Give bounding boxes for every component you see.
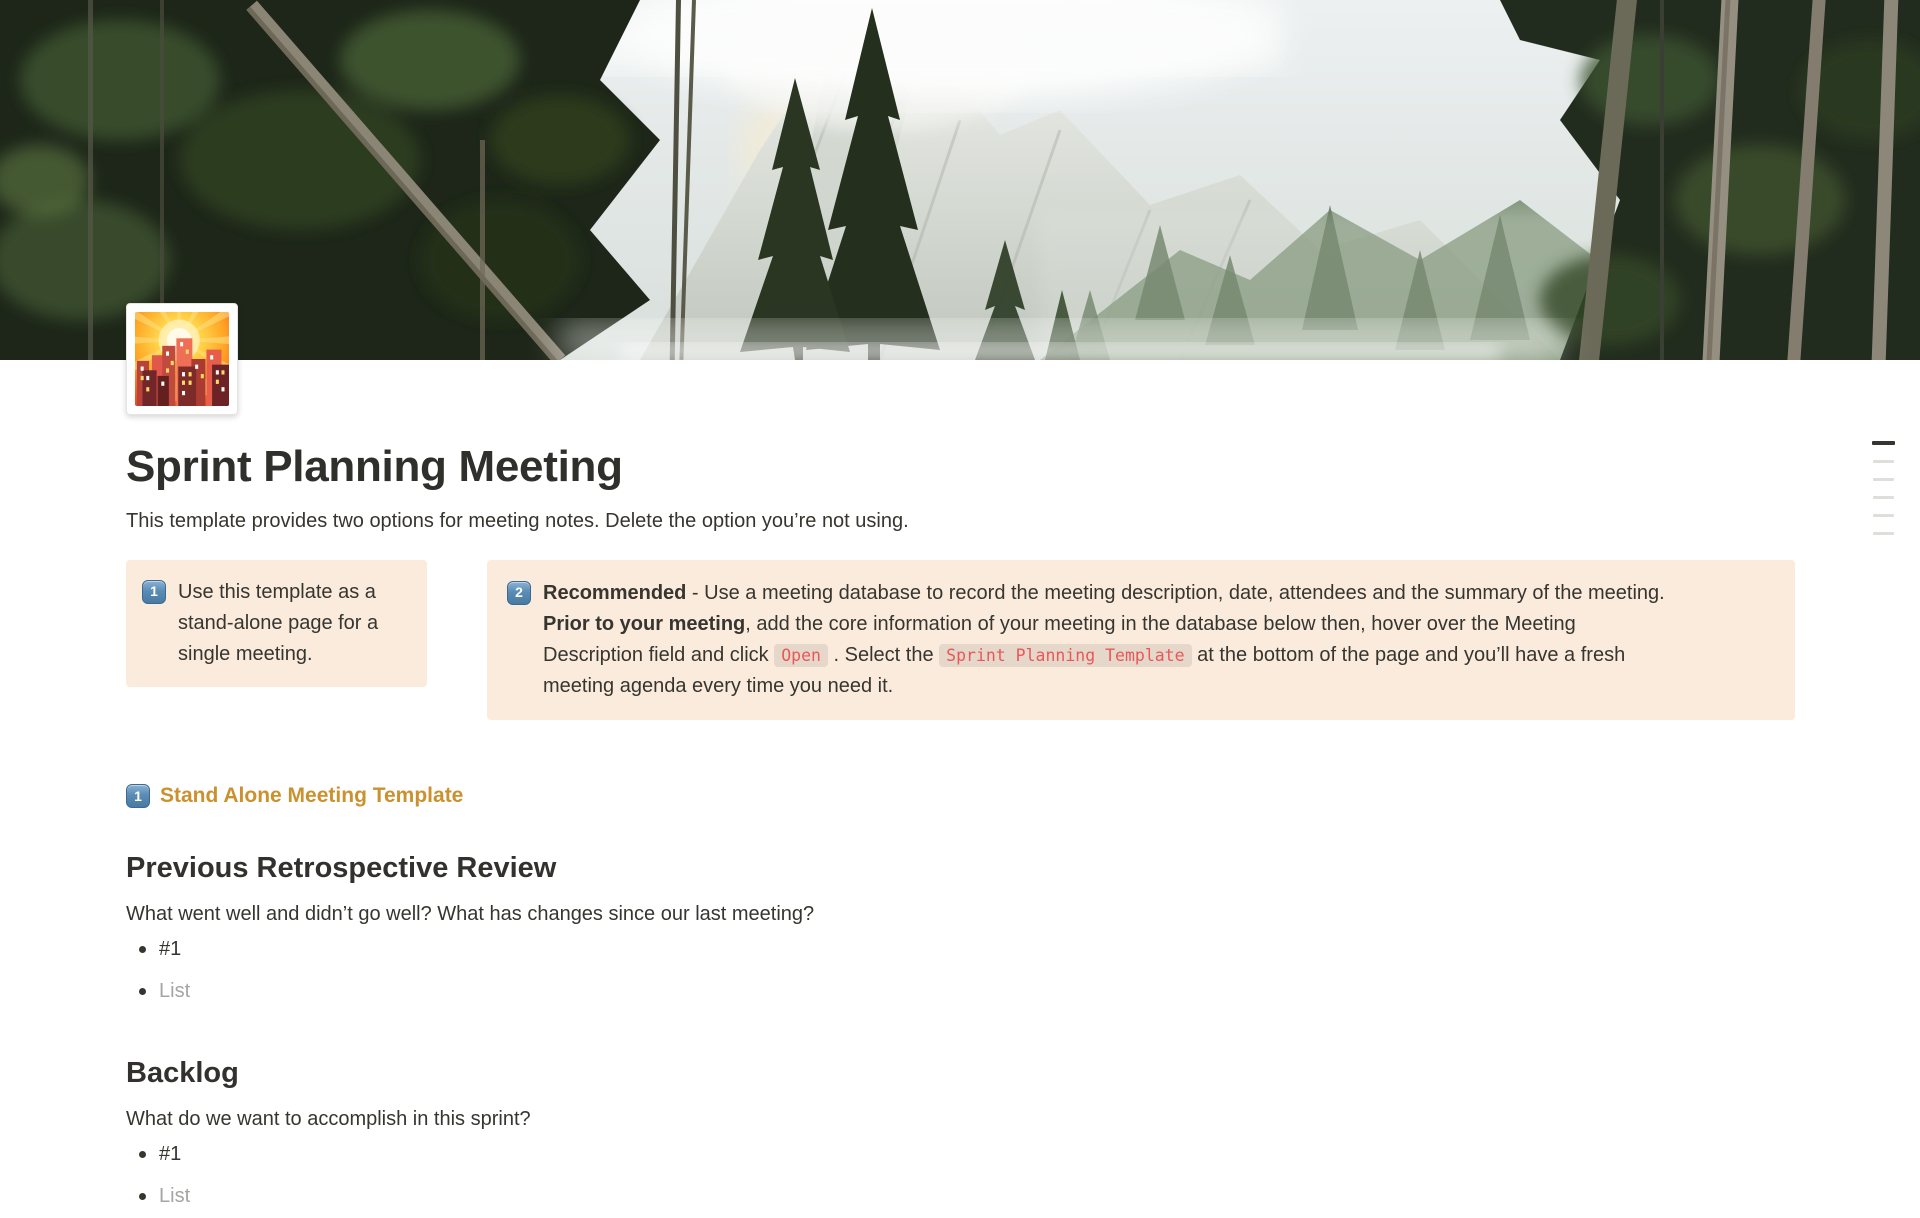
- keycap-1-icon: 1: [142, 580, 166, 604]
- list-item-placeholder[interactable]: [126, 971, 1795, 1013]
- page-icon[interactable]: [126, 303, 238, 415]
- list-item[interactable]: [126, 1134, 1795, 1176]
- callout-columns: [126, 560, 1795, 720]
- callout-text: Use this template as a stand-alone page for a single meeting.: [178, 580, 379, 665]
- page-title[interactable]: Sprint Planning Meeting: [126, 442, 623, 491]
- meeting-section: [126, 1057, 1795, 1218]
- bullet-dot: [126, 946, 159, 953]
- callout-recommended-option[interactable]: [487, 560, 1795, 720]
- bullet-dot: [126, 1151, 159, 1158]
- sections: [126, 852, 1795, 1218]
- page-content: [0, 303, 1920, 1218]
- list-item-text: #1: [159, 1143, 182, 1166]
- bullet-list: [126, 1134, 1795, 1218]
- callout-standalone-option[interactable]: [126, 560, 427, 687]
- meeting-section: [126, 852, 1795, 1013]
- keycap-2-icon: 2: [507, 581, 531, 605]
- list-item-placeholder[interactable]: [126, 1176, 1795, 1218]
- list-item-text: List: [159, 1185, 191, 1208]
- list-item[interactable]: [126, 929, 1795, 971]
- bullet-dot: [126, 988, 159, 995]
- section-heading[interactable]: Previous Retrospective Review: [126, 851, 557, 884]
- section-question[interactable]: What do we want to accomplish in this sprint?: [126, 1107, 531, 1130]
- list-item-text: #1: [159, 938, 182, 961]
- sunset-cityscape-icon: [135, 312, 229, 406]
- callout-text: Recommended - Use a meeting database to record the meeting description, date, attendees and the summary of the meeting. Prior to your meeting, add the core information of your meeting in the database below then, hover over the Meeting Description field and click Open . Select the Sprint Planning Template at the bottom of the page and you’ll have a fresh meeting agenda every time you need it.: [543, 581, 1665, 697]
- list-item-text: List: [159, 980, 191, 1003]
- keycap-1-icon: 1: [126, 784, 150, 808]
- bullet-dot: [126, 1193, 159, 1200]
- section-heading[interactable]: Backlog: [126, 1056, 239, 1089]
- toggle-label[interactable]: Stand Alone Meeting Template: [160, 783, 464, 807]
- section-question[interactable]: What went well and didn’t go well? What has changes since our last meeting?: [126, 902, 815, 925]
- toggle-standalone-template[interactable]: [126, 784, 1795, 808]
- bullet-list: [126, 929, 1795, 1013]
- page-description[interactable]: This template provides two options for meeting notes. Delete the option you’re not using.: [126, 509, 909, 532]
